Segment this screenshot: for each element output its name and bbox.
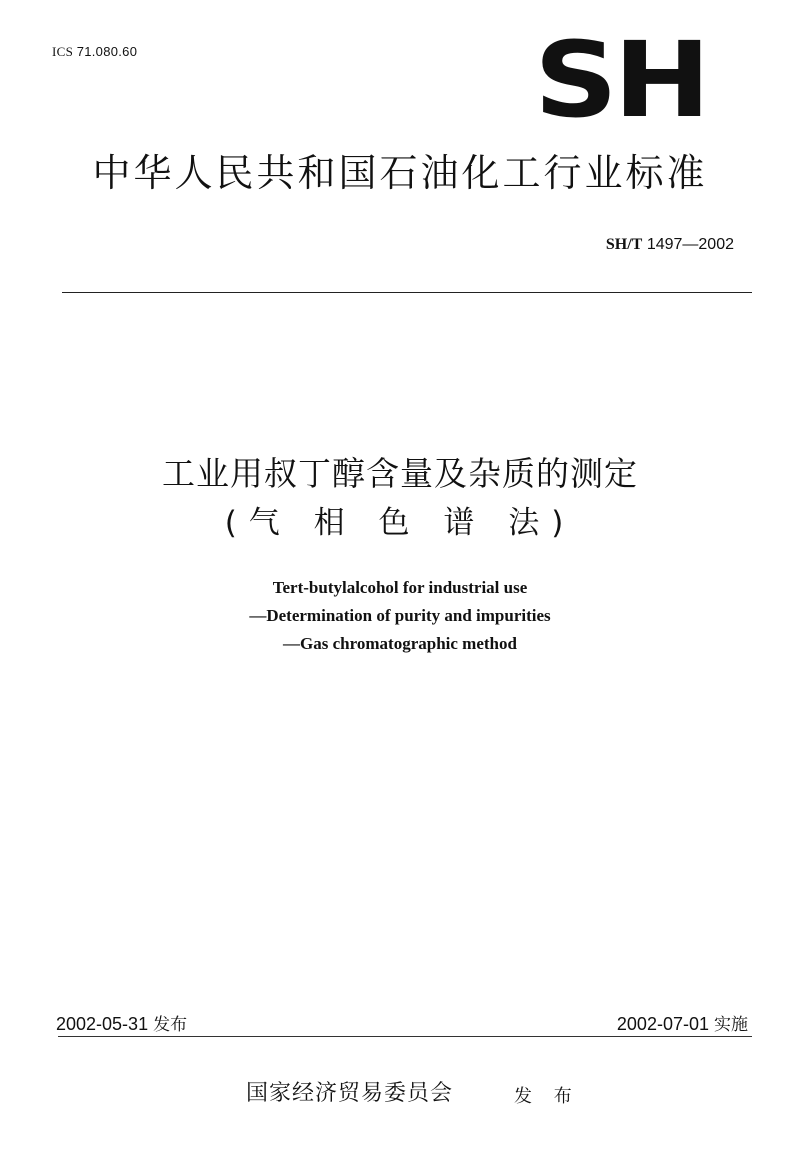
bottom-divider [58, 1036, 752, 1037]
implement-date-block [617, 1010, 748, 1035]
organization-title: 中华人民共和国石油化工行业标准 [92, 151, 708, 195]
implement-label: 实施 [714, 1015, 748, 1035]
standard-prefix: SH/T [605, 236, 643, 253]
issue-date: 2002-05-31 [56, 1014, 149, 1034]
english-title-line-3: —Gas chromatographic method [283, 634, 517, 653]
top-divider [62, 292, 752, 293]
ics-code: 71.080.60 [76, 44, 138, 59]
issuer-verb: 发 布 [514, 1086, 580, 1107]
ics-label: ICS [52, 44, 74, 59]
english-title [0, 574, 800, 658]
implement-date: 2002-07-01 [616, 1014, 709, 1034]
chinese-title-line-2: (气 相 色 谱 法) [224, 505, 576, 541]
issue-label: 发布 [153, 1015, 188, 1035]
english-title-line-2: —Determination of purity and impurities [249, 606, 551, 625]
standard-code: 1497—2002 [646, 236, 734, 253]
sh-logo: SH [534, 19, 707, 141]
issuer-name: 国家经济贸易委员会 [246, 1081, 454, 1106]
ics-classification [52, 44, 137, 60]
issue-date-block [56, 1010, 187, 1035]
standard-number [606, 236, 734, 254]
chinese-title-line-1: 工业用叔丁醇含量及杂质的测定 [162, 454, 638, 493]
english-title-line-1: Tert-butylalcohol for industrial use [272, 578, 528, 597]
